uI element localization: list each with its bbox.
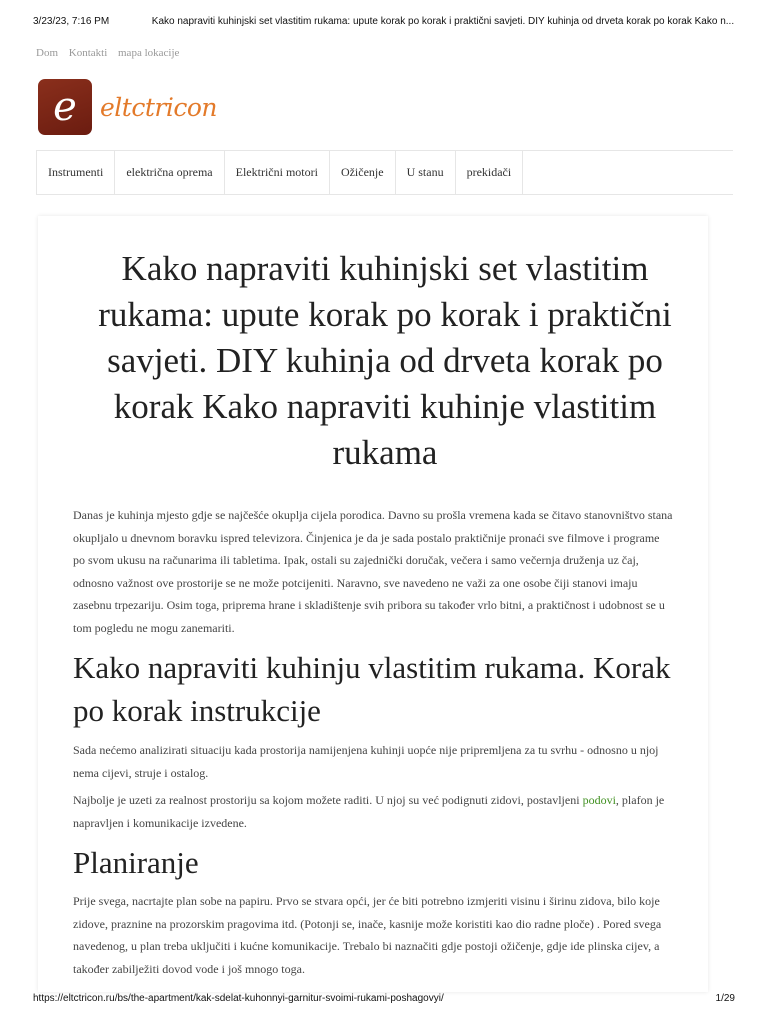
nav-item-electric-motors[interactable]: Električni motori — [225, 151, 330, 194]
top-nav-home[interactable]: Dom — [36, 47, 58, 59]
print-header — [33, 16, 748, 27]
top-nav-contacts[interactable]: Kontakti — [68, 47, 108, 59]
nav-item-apartment[interactable]: U stanu — [396, 151, 456, 194]
article-intro: Danas je kuhinja mjesto gdje se najčešće okuplja cijela porodica. Davno su prošla vremena kada se čitavo stanovništvo stana okupljalo u dnevnom boravku ispred televizora. Činjenica je da je sada postalo praktičnije pronaći sve filmove i programe po svom ukusu na računarima ili tabletima. Ipak, ostali su zajednički doručak, večera i samo večernja druženja uz čaj, odnosno važnost ove prostorije se ne može potcijeniti. Naravno, sve navedeno ne važi za one osobe čiji stanovi imaju zasebnu trpezariju. Osim toga, priprema hrane i skladištenje svih pribora su također vrlo bitni, a praktičnost i udobnost se u tom pogledu ne mogu zanemariti. — [73, 508, 673, 635]
paragraph-realistic-room-text: Najbolje je uzeti za realnost prostoriju sa kojom možete raditi. U njoj su već podignuti zidovi, postavljeni — [73, 793, 583, 807]
paragraph-realistic-room — [73, 789, 673, 834]
paragraph-no-pipes: Sada nećemo analizirati situaciju kada prostorija namijenjena kuhinji uopće nije pripremljena za tu svrhu - odnosno u njoj nema cijevi, struje i ostalog. — [73, 743, 659, 780]
print-datetime: 3/23/23, 7:16 PM — [33, 16, 110, 27]
nav-item-electrical-equipment[interactable]: električna oprema — [115, 151, 224, 194]
nav-item-instruments[interactable]: Instrumenti — [36, 151, 115, 194]
floors-link[interactable]: podovi — [582, 793, 616, 807]
print-page-number: 1/29 — [715, 993, 735, 1004]
logo-text: eltctricon — [100, 92, 217, 122]
heading-planning: Planiranje — [73, 845, 199, 880]
print-footer — [33, 993, 735, 1004]
paragraph-planning: Prije svega, nacrtajte plan sobe na papiru. Prvo se stvara opći, jer će biti potrebno izmjeriti visinu i širinu zidova, bilo koje zidove, praznine na prozorskim pragovima itd. (Potonji se, inače, kasnije može koristiti kao dio radne ploče) . Pored svega navedenog, u plan treba uključiti i kućne komunikacije. Trebalo bi naznačiti gdje postoji ožičenje, gdje ide plinska cijev, a također zabilježiti dovod vode i još mnogo toga. — [73, 894, 662, 976]
top-nav-sitemap[interactable]: mapa lokacije — [118, 47, 180, 59]
print-url: https://eltctricon.ru/bs/the-apartment/kak-sdelat-kuhonnyi-garnitur-svoimi-rukami-poshagovyi/ — [33, 993, 444, 1004]
nav-item-wiring[interactable]: Ožičenje — [330, 151, 396, 194]
top-nav — [36, 47, 187, 59]
logo-letter: e — [53, 84, 77, 130]
main-nav — [36, 150, 733, 195]
article-title: Kako napraviti kuhinjski set vlastitim rukama: upute korak po korak i praktični savjeti. DIY kuhinja od drveta korak po korak Kako napraviti kuhinje vlastitim rukama — [98, 249, 672, 472]
print-doc-title: Kako napraviti kuhinjski set vlastitim rukama: upute korak po korak i praktični savjeti. DIY kuhinja od drveta korak po korak Kako n... — [151, 16, 735, 27]
logo-icon — [38, 79, 92, 135]
heading-instructions: Kako napraviti kuhinju vlastitim rukama. Korak po korak instrukcije — [73, 650, 671, 728]
nav-item-switches[interactable]: prekidači — [456, 151, 524, 194]
paragraph-realistic-room-end: , plafon je napravljen i komunikacije izvedene. — [73, 793, 665, 830]
site-logo[interactable] — [38, 78, 217, 136]
